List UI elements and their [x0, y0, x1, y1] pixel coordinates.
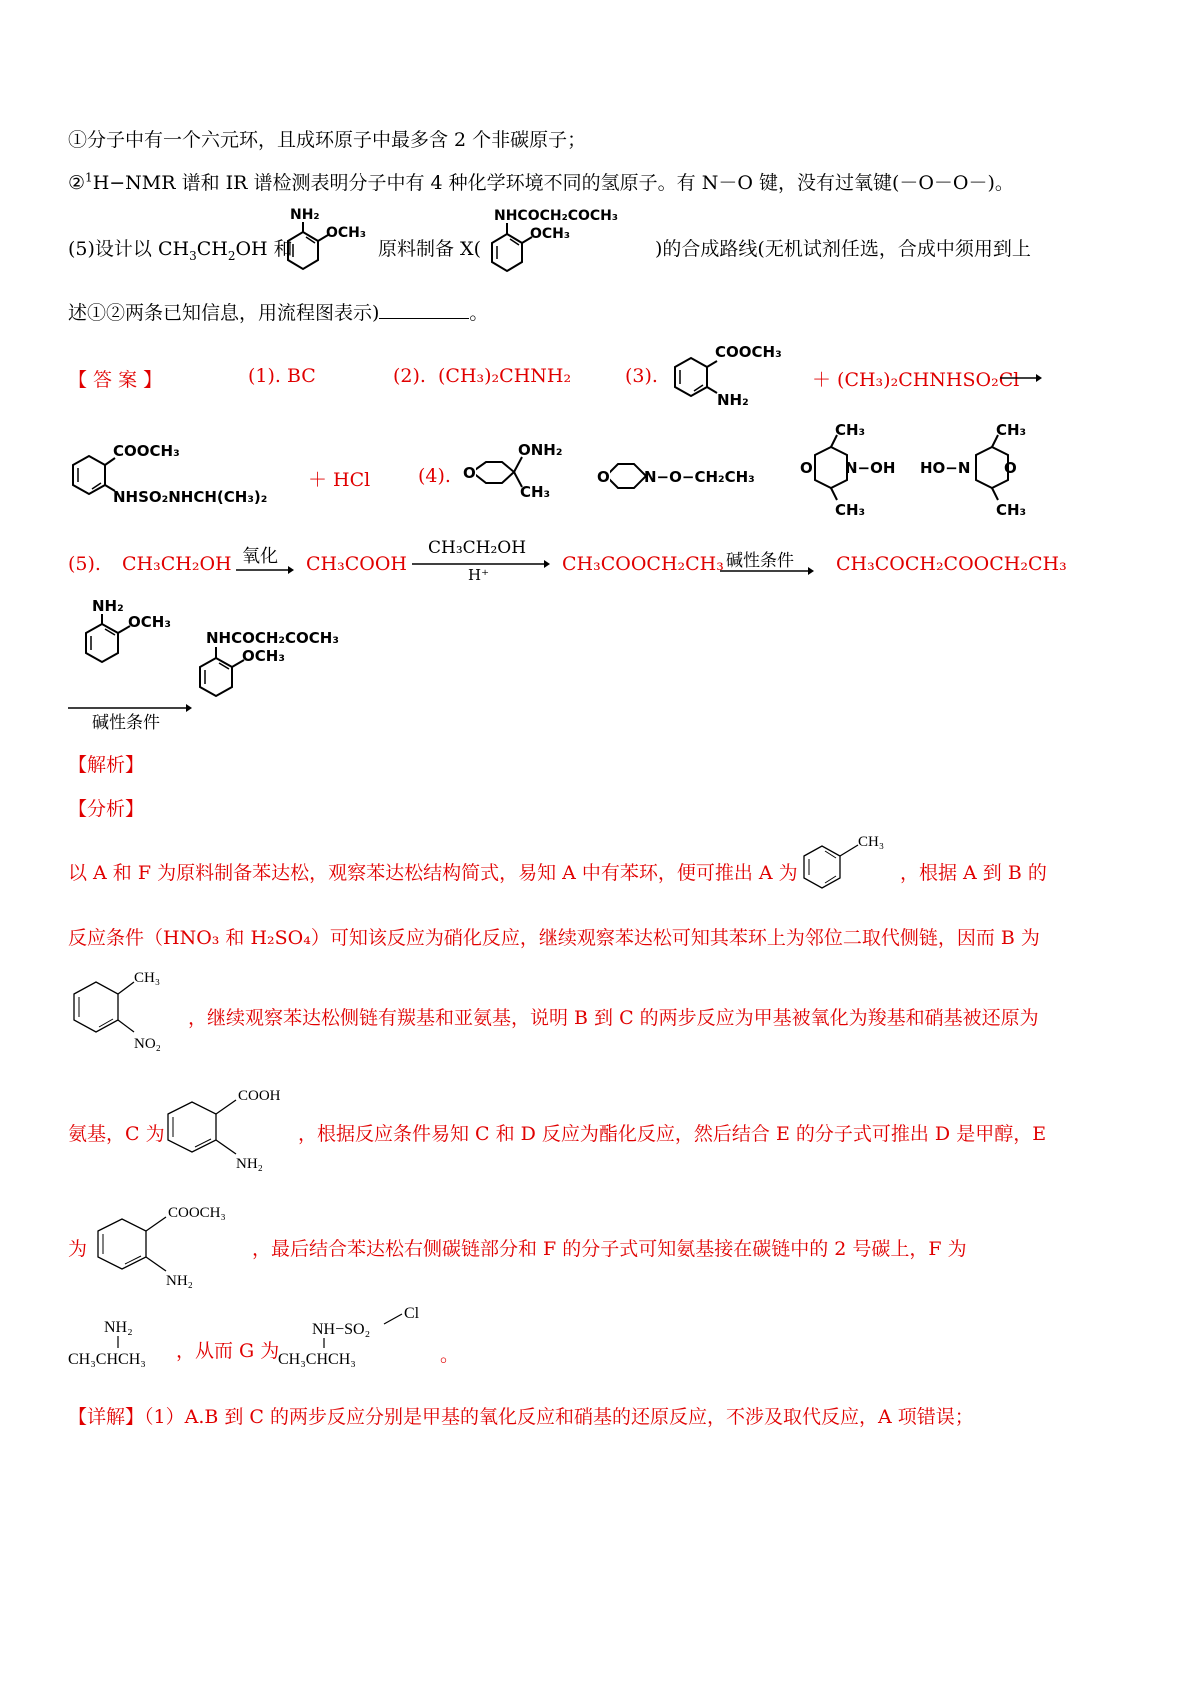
route-step-2: CH₃COOH	[306, 553, 407, 575]
svg-text:NH−SO₂: NH−SO₂	[312, 1321, 371, 1338]
svg-text:NH₂: NH₂	[236, 1156, 263, 1172]
analysis-sub-tag: 【分析】	[68, 798, 145, 820]
route-arrow-3	[720, 567, 820, 577]
detail-text: （1）A.B 到 C 的两步反应分别是甲基的氧化反应和硝基的还原反应，不涉及取代反应，A 项错误；	[144, 1406, 974, 1428]
svg-text:NH₂: NH₂	[290, 207, 320, 223]
svg-text:COOCH₃: COOCH₃	[715, 343, 782, 361]
svg-text:CH₃: CH₃	[858, 834, 885, 850]
route-step-4: CH₃COCH₂COOCH₂CH₃	[836, 553, 1067, 575]
answer-tag: 【 答 案 】	[68, 369, 163, 391]
analysis-tag: 【解析】	[68, 754, 145, 776]
svg-text:O: O	[800, 459, 813, 477]
mol-g	[278, 1306, 458, 1372]
svg-text:CH₃: CH₃	[996, 501, 1027, 519]
mol-x	[478, 205, 658, 280]
svg-text:CH₃: CH₃	[520, 483, 551, 501]
route-step-1: CH₃CH₂OH	[122, 553, 232, 575]
svg-text:NH₂: NH₂	[717, 391, 749, 409]
question-5-line1: (5)设计以 $CH_3CH_2OH$ 和	[68, 238, 293, 263]
route-arrow-1-label: 氧化	[242, 546, 278, 567]
svg-text:OCH₃: OCH₃	[326, 225, 367, 241]
route-arrow-1	[236, 566, 296, 576]
svg-text:O: O	[463, 464, 476, 482]
mol-toluene	[796, 828, 906, 898]
route-arrow-2-top: CH₃CH₂OH	[428, 538, 527, 558]
svg-text:OCH₃: OCH₃	[128, 613, 171, 631]
mol-a5-product	[188, 625, 388, 705]
svg-text:ONH₂: ONH₂	[518, 441, 563, 459]
svg-text:CH₃: CH₃	[835, 421, 866, 439]
svg-text:CH₃CHCH₃: CH₃CHCH₃	[278, 1351, 356, 1368]
analysis-p6a: ，从而 G 为	[176, 1340, 280, 1362]
mol-a4-3	[795, 421, 905, 525]
svg-text:O: O	[597, 468, 610, 486]
answer-2-label: (2).	[393, 365, 426, 387]
answer-blank[interactable]	[379, 317, 469, 319]
svg-text:N−OH: N−OH	[845, 459, 896, 477]
reaction-arrow-a3	[1000, 374, 1040, 384]
question-5-line1c: )的合成路线(无机试剂任选，合成中须用到上	[655, 238, 1031, 260]
condition-1: ①分子中有一个六元环，且成环原子中最多含 2 个非碳原子；	[68, 129, 587, 151]
svg-text:OCH₃: OCH₃	[530, 226, 571, 242]
route-arrow-4-label: 碱性条件	[92, 713, 160, 733]
analysis-p1b: ，根据 A 到 B 的	[900, 862, 1047, 884]
mol-a3-product	[65, 430, 325, 520]
mol-o-nitrotoluene	[68, 962, 188, 1062]
answer-3-hcl: ＋ HCl	[308, 469, 371, 491]
svg-text:COOH: COOH	[238, 1088, 281, 1104]
mol-a5-reagent	[72, 595, 192, 680]
analysis-p4a: 氨基，C 为	[68, 1123, 165, 1145]
question-5-line1b: 原料制备 X(	[378, 238, 481, 260]
analysis-p6b: 。	[440, 1344, 460, 1366]
analysis-p5a: 为	[68, 1238, 88, 1260]
mol-isopropylamine	[68, 1312, 188, 1372]
svg-text:NHSO₂NHCH(CH₃)₂: NHSO₂NHCH(CH₃)₂	[113, 488, 268, 506]
svg-text:O: O	[1004, 459, 1017, 477]
svg-text:HO−N: HO−N	[920, 459, 971, 477]
question-5-line2: 述①②两条已知信息，用流程图表示) 。	[68, 302, 489, 324]
analysis-p2: 反应条件（HNO₃ 和 H₂SO₄）可知该反应为硝化反应，继续观察苯达松可知其苯环上为邻位二取代侧链，因而 B 为	[68, 927, 1040, 949]
analysis-p5b: ，最后结合苯达松右侧碳链部分和 F 的分子式可知氨基接在碳链中的 2 号碳上，F 为	[252, 1238, 967, 1260]
analysis-p3: ，继续观察苯达松侧链有羰基和亚氨基，说明 B 到 C 的两步反应为甲基被氧化为羧基和硝基被还原为	[188, 1007, 1039, 1029]
answer-3-reagent: ＋ (CH₃)₂CHNHSO₂Cl	[812, 369, 1020, 391]
svg-text:CH₃CHCH₃: CH₃CHCH₃	[68, 1351, 146, 1368]
answer-3-label: (3).	[625, 365, 658, 387]
svg-text:NH₂: NH₂	[166, 1273, 193, 1289]
route-step-3: CH₃COOCH₂CH₃	[562, 553, 724, 575]
analysis-p4b: ，根据反应条件易知 C 和 D 反应为酯化反应，然后结合 E 的分子式可推出 D 是甲醇，E	[298, 1123, 1047, 1145]
route-arrow-3-label: 碱性条件	[726, 551, 794, 571]
svg-text:COOCH₃: COOCH₃	[168, 1205, 226, 1221]
svg-text:NH₂: NH₂	[92, 597, 124, 615]
svg-text:CH₃: CH₃	[996, 421, 1027, 439]
svg-text:NO₂: NO₂	[134, 1036, 161, 1052]
svg-text:COOCH₃: COOCH₃	[113, 442, 180, 460]
detail-tag: 【详解】	[68, 1406, 145, 1428]
svg-text:CH₃: CH₃	[835, 501, 866, 519]
svg-text:NHCOCH₂COCH₃: NHCOCH₂COCH₃	[206, 629, 339, 647]
svg-text:Cl: Cl	[404, 1305, 420, 1322]
condition-2: ②$^1$H−NMR 谱和 IR 谱检测表明分子中有 4 种化学环境不同的氢原子。有 N－O 键，没有过氧键(－O－O－)。	[68, 170, 1014, 194]
mol-methyl-anthranilate	[665, 335, 805, 415]
detail-line	[68, 1402, 974, 1429]
mol-methyl-anthranilate-2	[90, 1195, 260, 1295]
svg-text:NHCOCH₂COCH₃: NHCOCH₂COCH₃	[494, 208, 619, 224]
mol-anthranilic-acid	[160, 1078, 310, 1178]
answer-2: (CH₃)₂CHNH₂	[438, 365, 572, 387]
svg-text:OCH₃: OCH₃	[242, 647, 285, 665]
answer-5-label: (5).	[68, 553, 101, 575]
mol-2-methoxyaniline	[268, 205, 378, 280]
svg-text:CH₃: CH₃	[134, 970, 161, 986]
answer-4-label: (4).	[418, 465, 451, 487]
svg-text:N−O−CH₂CH₃: N−O−CH₂CH₃	[644, 468, 755, 486]
mol-a4-2	[592, 440, 782, 510]
mol-a4-1	[458, 435, 568, 510]
route-arrow-2-bottom: H⁺	[468, 566, 489, 584]
mol-a4-4	[918, 421, 1058, 525]
svg-text:NH₂: NH₂	[104, 1319, 133, 1336]
answer-1: (1). BC	[248, 365, 316, 387]
analysis-p1a: 以 A 和 F 为原料制备苯达松，观察苯达松结构简式，易知 A 中有苯环，便可推出 A 为	[68, 862, 798, 884]
